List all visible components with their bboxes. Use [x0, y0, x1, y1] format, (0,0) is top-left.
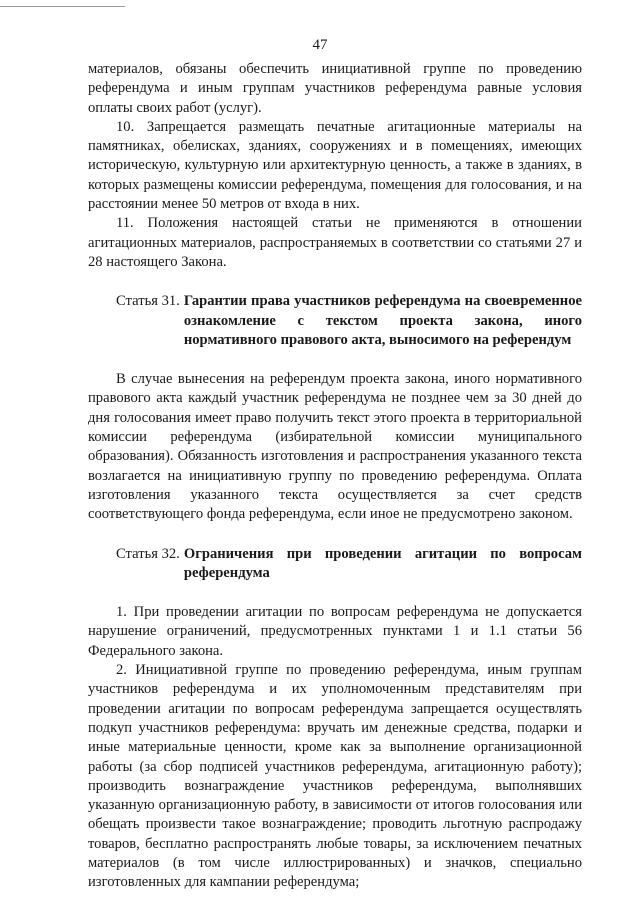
- article31-label: Статья 31.: [116, 293, 180, 310]
- article31-heading: [88, 292, 582, 350]
- article32-item-2: 2. Инициативной группе по проведению референдума, иным группам участников референдума и их уполномоченным представителям при проведении агитации по вопросам референдума запрещается осуществлять подкуп участников референдума: вручать им денежные средства, подарки и иные материальные ценности, кроме как за выполнение организационной работы (за сбор подписей участников референдума, агитационную работу); производить вознаграждение участников референдума, выполнявших указанную организационную работу, в зависимости от итогов голосования или обещать произвести такое вознаграждение; проводить льготную распродажу товаров, бесплатно распространять любые товары, за исключением печатных материалов (в том числе иллюстрированных) и значков, специально изготовленных для кампании референдума;: [88, 662, 582, 891]
- article31-body: В случае вынесения на референдум проекта закона, иного нормативного правового акта каждый участник референдума не позднее чем за 30 дней до дня голосования имеет право получить текст этого проекта в территориальной комиссии референдума (избирательной комиссии муниципального образования). Обязанность изготовления и распространения указанного текста возлагается на инициативную группу по проведению референдума. Оплата изготовления указанного текста осуществляется за счет средств соответствующего фонда референдума, если иное не предусмотрено законом.: [88, 371, 582, 523]
- page-content: [88, 60, 582, 893]
- article32-item-1: 1. При проведении агитации по вопросам референдума не допускается нарушение ограничений, предусмотренных пунктами 1 и 1.1 статьи 56 Федерального закона.: [88, 604, 582, 659]
- article31-title: Гарантии права участников референдума на своевременное ознакомление с текстом проекта закона, иного нормативного правового акта, выносимого на референдум: [183, 293, 582, 348]
- article32-title: Ограничения при проведении агитации по вопросам референдума: [183, 545, 582, 581]
- continuation-paragraph: материалов, обязаны обеспечить инициативной группе по проведению референдума и иным группам участников референдума равные условия оплаты своих работ (услуг).: [88, 61, 582, 116]
- article30-item-10: 10. Запрещается размещать печатные агитационные материалы на памятниках, обелисках, зданиях, сооружениях и в помещениях, имеющих историческую, культурную или архитектурную ценность, а также в зданиях, в которых размещены комиссии референдума, помещения для голосования, и на расстоянии менее 50 метров от входа в них.: [88, 118, 582, 213]
- page-number: 47: [312, 37, 328, 53]
- article32-label: Статья 32.: [116, 545, 180, 562]
- article30-item-11: 11. Положения настоящей статьи не применяются в отношении агитационных материалов, распространяемых в соответствии со статьями 27 и 28 настоящего Закона.: [88, 215, 582, 270]
- scan-edge-line: [0, 6, 125, 7]
- article32-heading: [88, 545, 582, 584]
